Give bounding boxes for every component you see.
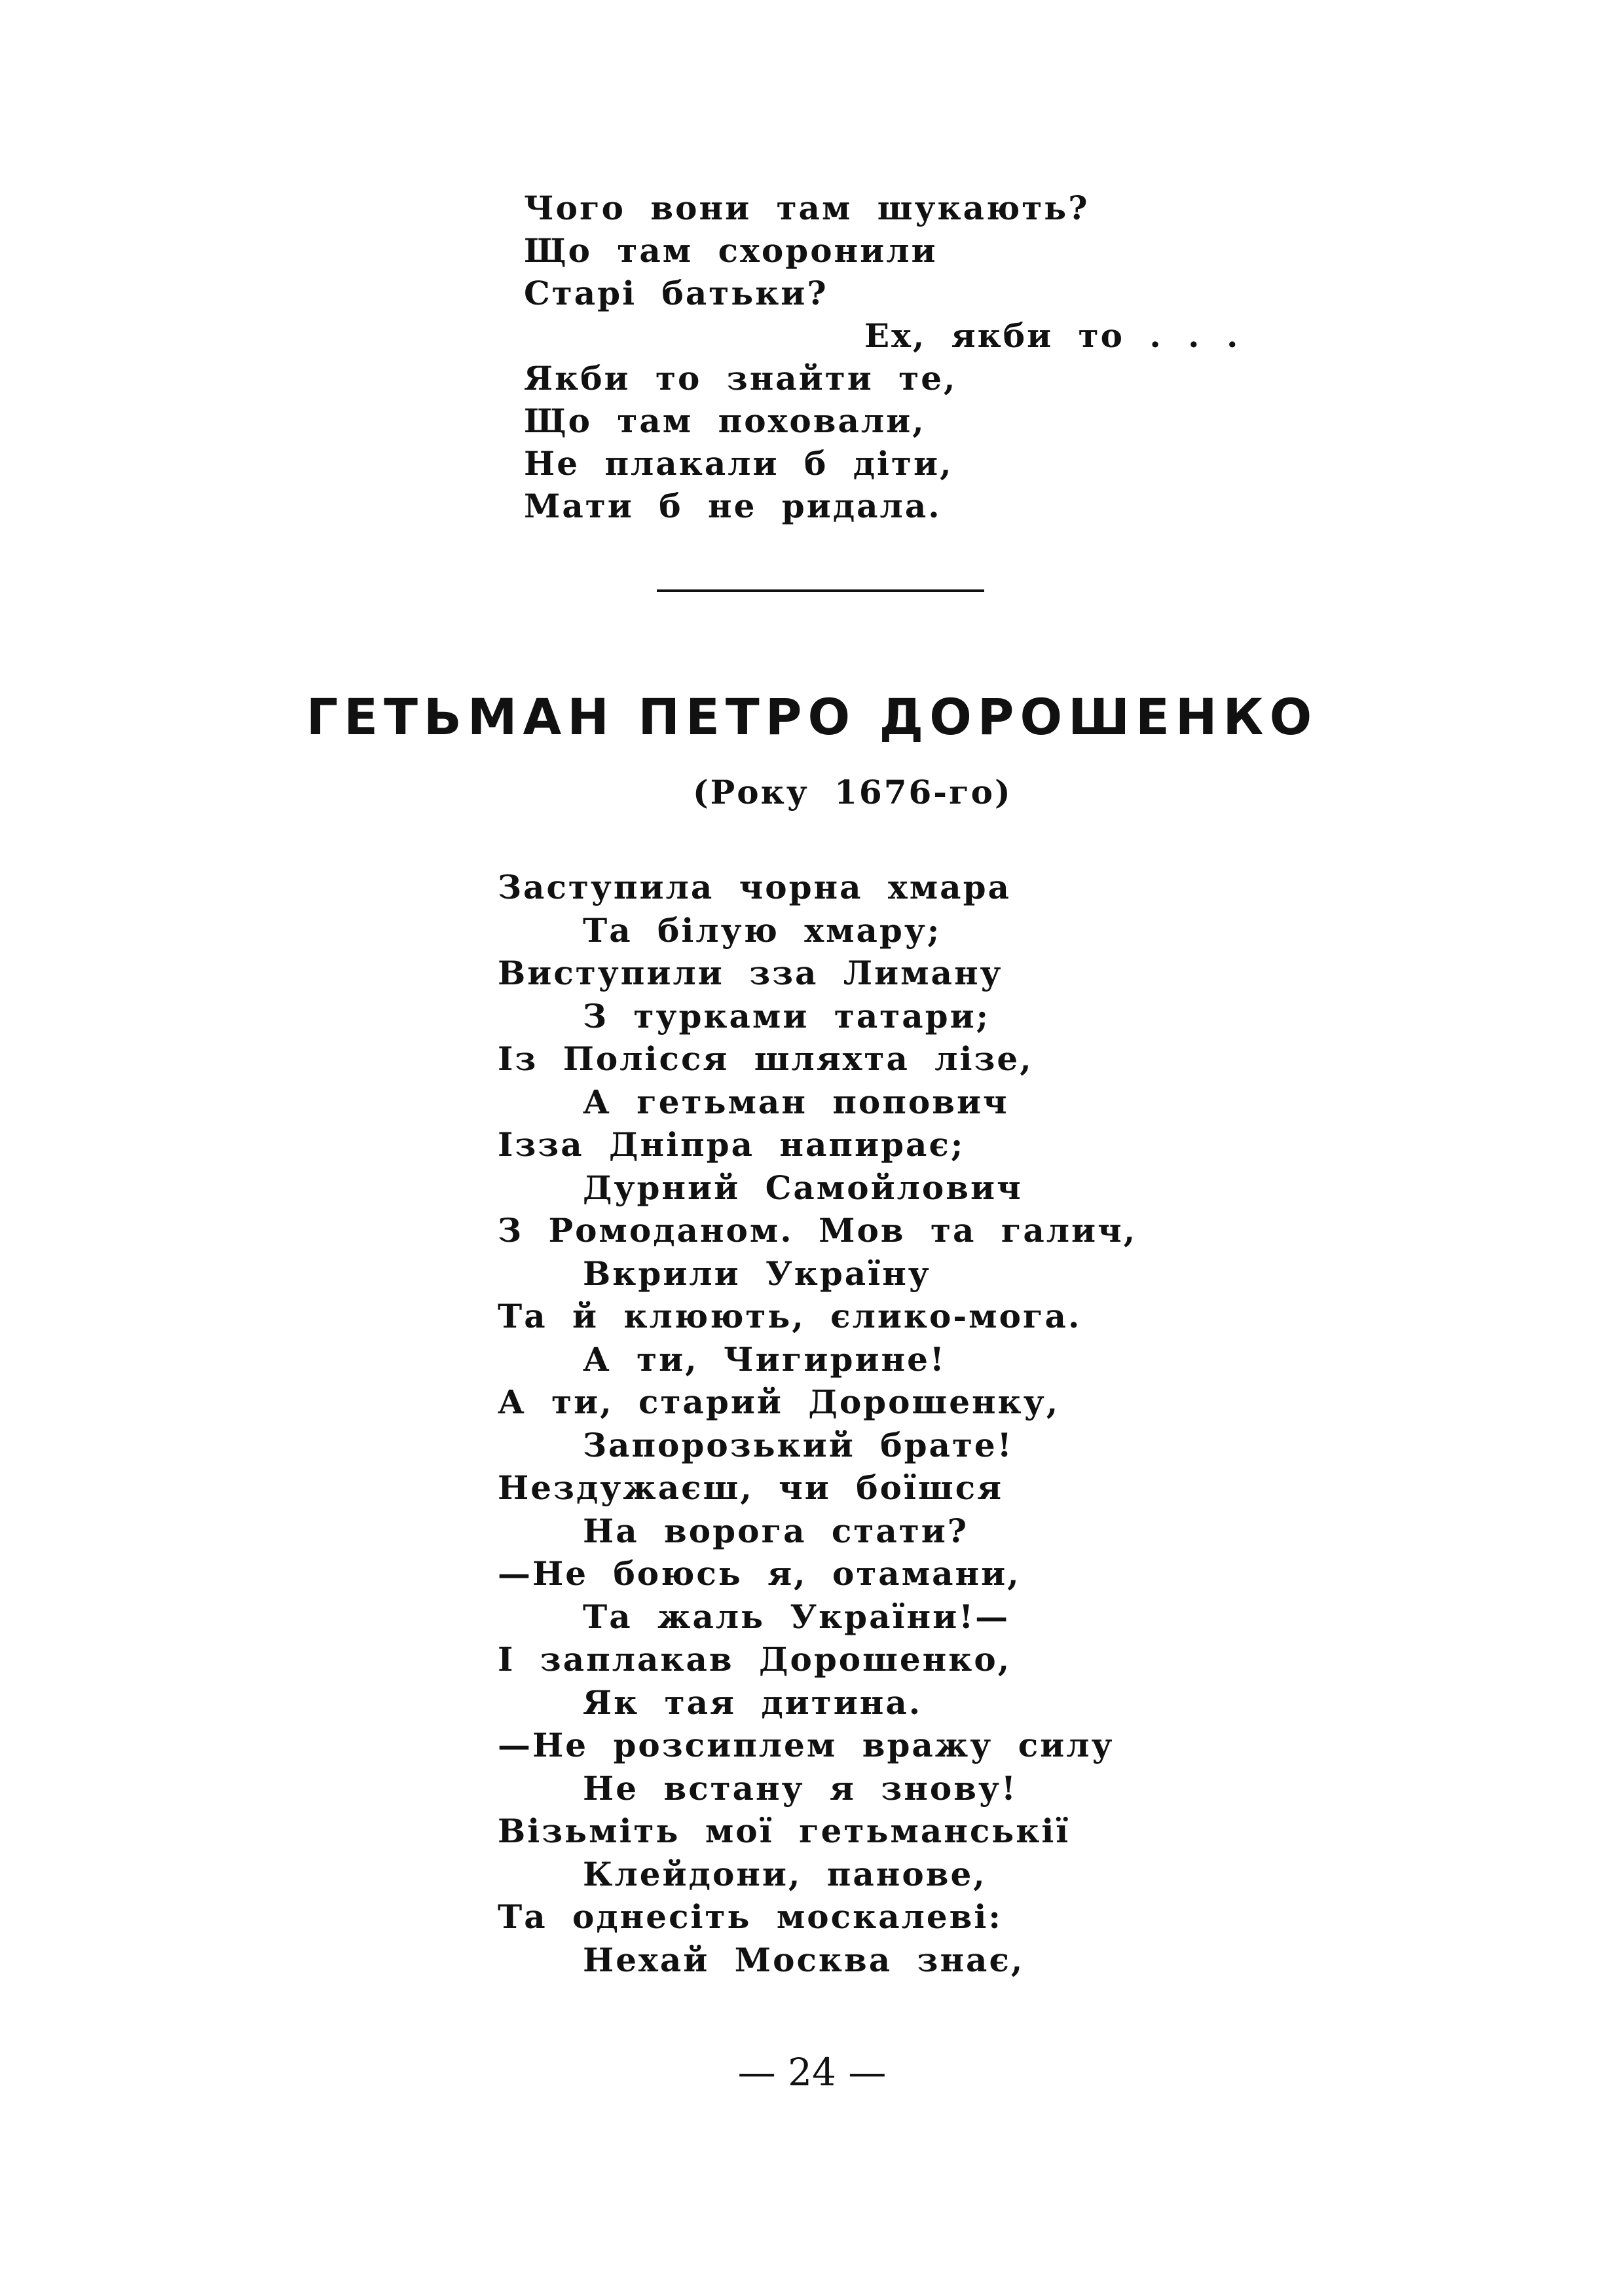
- poem-line: Та білую хмару;: [583, 910, 942, 950]
- poem-line: А ти, Чигирине!: [583, 1339, 946, 1379]
- poem-line: Що там схоронили: [524, 231, 938, 270]
- poem-line: Візьміть мої гетьманськії: [498, 1812, 1071, 1850]
- poem-line: На ворога стати?: [583, 1511, 969, 1550]
- poem-line: Дурний Самойлович: [583, 1168, 1023, 1207]
- poem-line: Та жаль України!—: [583, 1597, 1010, 1636]
- main-poem: [498, 866, 1137, 1981]
- poem-line: Ех, якби то . . .: [864, 316, 1240, 355]
- poem-line: Старі батьки?: [524, 274, 828, 312]
- poem-line: Що там поховали,: [524, 401, 926, 440]
- poem-line: Якби то знайти те,: [524, 359, 957, 398]
- section-divider: [657, 589, 984, 592]
- poem-line: І заплакав Дорошенко,: [498, 1640, 1012, 1679]
- poem-line: З турками татари;: [583, 996, 991, 1035]
- section-title: ГЕТЬМАН ПЕТРО ДОРОШЕНКО: [306, 688, 1318, 746]
- poem-line: Та однесіть москалеві:: [498, 1897, 1003, 1936]
- poem-line: Як тая дитина.: [583, 1683, 923, 1722]
- poem-line: Нехай Москва знає,: [583, 1940, 1025, 1979]
- section-subtitle: (Року 1676-го): [693, 773, 1012, 811]
- poem-line: Вкрили Україну: [583, 1254, 931, 1293]
- poem-line: Не встану я знову!: [583, 1768, 1018, 1808]
- poem-line: —Не боюсь я, отамани,: [498, 1554, 1021, 1593]
- poem-line: З Ромоданом. Мов та галич,: [498, 1211, 1137, 1250]
- poem-line: Заступила чорна хмара: [498, 868, 1011, 906]
- poem-line: Не плакали б діти,: [524, 444, 953, 483]
- poem-line: Мати б не ридала.: [524, 487, 942, 525]
- poem-line: Із Полісся шляхта лізе,: [498, 1039, 1033, 1078]
- poem-line: Нездужаєш, чи боїшся: [498, 1468, 1004, 1507]
- poem-line: Запорозький брате!: [583, 1425, 1014, 1464]
- top-poem-stanza: [524, 187, 1240, 527]
- poem-line: Та й клюють, єлико-мога.: [498, 1297, 1082, 1335]
- poem-line: Чого вони там шукають?: [524, 189, 1090, 227]
- poem-line: Виступили зза Лиману: [498, 954, 1003, 992]
- poem-line: А ти, старий Дорошенку,: [498, 1383, 1060, 1421]
- page-number: — 24 —: [737, 2050, 887, 2094]
- poem-line: Клейдони, панове,: [583, 1854, 987, 1893]
- poem-line: А гетьман попович: [583, 1082, 1009, 1121]
- poem-line: —Не розсиплем вражу силу: [498, 1726, 1115, 1764]
- poem-line: Ізза Дніпра напирає;: [498, 1125, 965, 1164]
